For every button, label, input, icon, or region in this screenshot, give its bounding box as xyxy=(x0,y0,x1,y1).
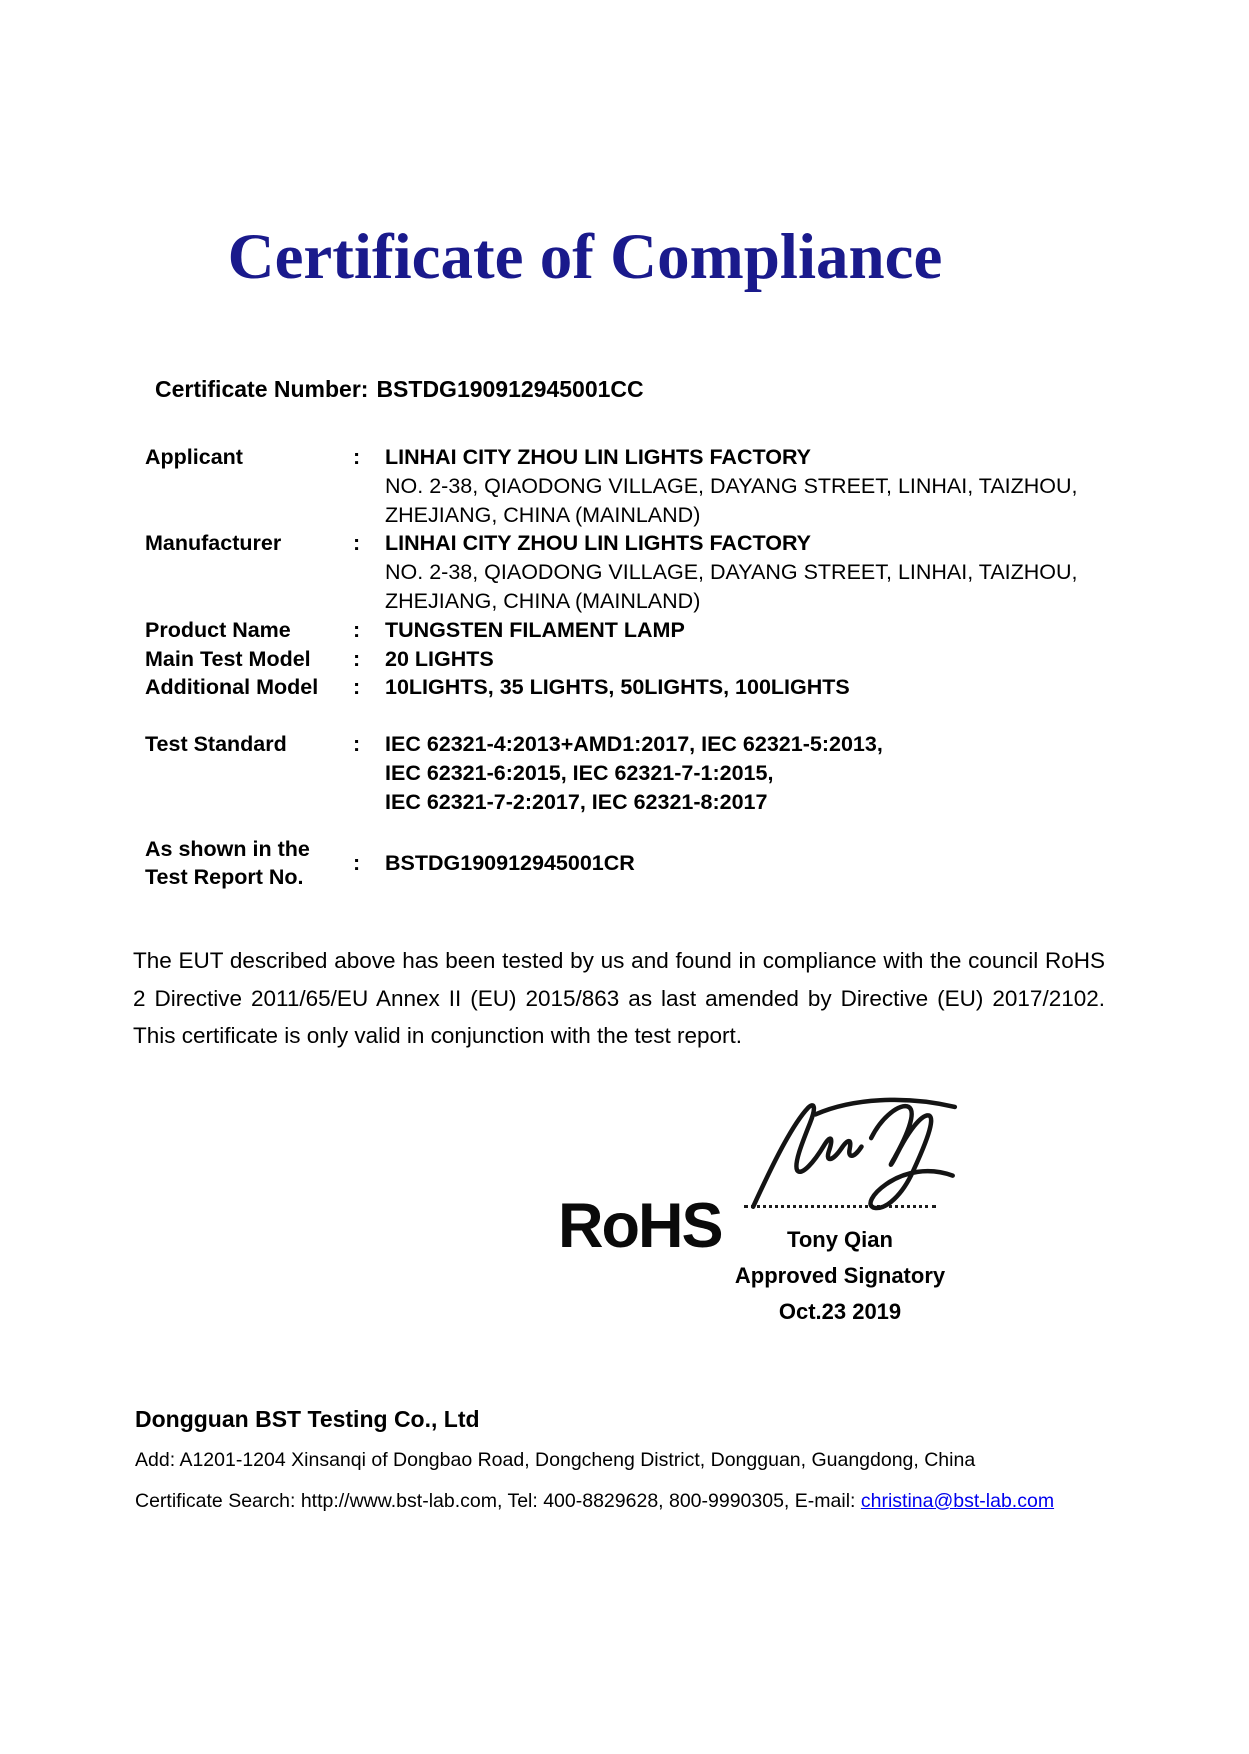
signature-dotted-line xyxy=(744,1205,936,1208)
test-standard-line2: IEC 62321-6:2015, IEC 62321-7-1:2015, xyxy=(385,760,774,785)
field-row-manufacturer xyxy=(145,529,1145,615)
certificate-number-value: BSTDG190912945001CC xyxy=(376,376,644,402)
handwritten-signature-icon xyxy=(746,1093,962,1211)
signatory-role: Approved Signatory xyxy=(734,1263,946,1288)
applicant-address-line1: NO. 2-38, QIAODONG VILLAGE, DAYANG STREET, LINHAI, TAIZHOU, xyxy=(385,473,1078,498)
certificate-search-line xyxy=(135,1490,1135,1513)
signature-block xyxy=(712,1093,968,1330)
manufacturer-name: LINHAI CITY ZHOU LIN LIGHTS FACTORY xyxy=(385,531,812,556)
field-colon: : xyxy=(353,617,361,642)
page-title: Certificate of Compliance xyxy=(227,221,943,293)
field-row-product-name xyxy=(145,616,1145,645)
signature-date: Oct.23 2019 xyxy=(778,1299,902,1324)
field-colon: : xyxy=(353,445,361,469)
test-standard-line1: IEC 62321-4:2013+AMD1:2017, IEC 62321-5:2013, xyxy=(385,732,883,757)
test-standard-value xyxy=(385,730,1145,816)
certificate-number-label: Certificate Number: xyxy=(155,376,369,402)
lab-company-name: Dongguan BST Testing Co., Ltd xyxy=(135,1406,480,1432)
manufacturer-address-line2: ZHEJIANG, CHINA (MAINLAND) xyxy=(385,588,701,613)
signatory-name: Tony Qian xyxy=(787,1227,893,1252)
lab-address: Add: A1201-1204 Xinsanqi of Dongbao Road, Dongcheng District, Dongguan, Guangdong, China xyxy=(135,1449,976,1471)
applicant-label: Applicant xyxy=(145,445,243,469)
field-row-additional-model xyxy=(145,673,1145,702)
product-name-label: Product Name xyxy=(145,617,291,642)
test-report-label-line2: Test Report No. xyxy=(145,865,304,890)
email-link[interactable]: christina@bst-lab.com xyxy=(860,1490,1055,1512)
field-colon: : xyxy=(353,675,361,700)
field-row-test-report xyxy=(145,835,1145,893)
test-report-label xyxy=(145,835,353,893)
certificate-fields xyxy=(145,443,1145,892)
field-row-applicant xyxy=(145,443,1145,529)
manufacturer-value xyxy=(385,529,1145,615)
field-colon: : xyxy=(353,646,361,671)
main-test-model-value: 20 LIGHTS xyxy=(385,646,494,671)
product-name-value: TUNGSTEN FILAMENT LAMP xyxy=(385,617,685,642)
manufacturer-address-line1: NO. 2-38, QIAODONG VILLAGE, DAYANG STREET, LINHAI, TAIZHOU, xyxy=(385,560,1078,585)
field-row-test-standard xyxy=(145,730,1145,816)
rohs-logo: RoHS xyxy=(558,1191,722,1261)
additional-model-value: 10LIGHTS, 35 LIGHTS, 50LIGHTS, 100LIGHTS xyxy=(385,675,850,700)
footer xyxy=(135,1406,1135,1513)
certificate-number-line xyxy=(155,376,644,403)
additional-model-label: Additional Model xyxy=(145,675,319,700)
test-report-label-line1: As shown in the xyxy=(145,836,310,861)
test-standard-label: Test Standard xyxy=(145,732,287,757)
test-report-value: BSTDG190912945001CR xyxy=(385,850,635,875)
field-colon: : xyxy=(353,732,361,757)
field-colon: : xyxy=(353,531,361,556)
compliance-statement: The EUT described above has been tested by us and found in compliance with the council RoHS 2 Directive 2011/65/EU Annex II (EU) 2015/863 as last amended by Directive (EU) 2017/2102. This certificate is only valid in conjunction with the test report. xyxy=(133,948,1105,1048)
test-standard-line3: IEC 62321-7-2:2017, IEC 62321-8:2017 xyxy=(385,789,768,814)
field-colon: : xyxy=(353,850,361,875)
manufacturer-label: Manufacturer xyxy=(145,531,282,556)
applicant-address-line2: ZHEJIANG, CHINA (MAINLAND) xyxy=(385,502,701,527)
applicant-name: LINHAI CITY ZHOU LIN LIGHTS FACTORY xyxy=(385,445,812,469)
main-test-model-label: Main Test Model xyxy=(145,646,311,671)
field-row-main-test-model xyxy=(145,645,1145,674)
certificate-search-text: Certificate Search: http://www.bst-lab.com, Tel: 400-8829628, 800-9990305, E-mail: xyxy=(135,1490,861,1512)
applicant-value xyxy=(385,443,1145,529)
